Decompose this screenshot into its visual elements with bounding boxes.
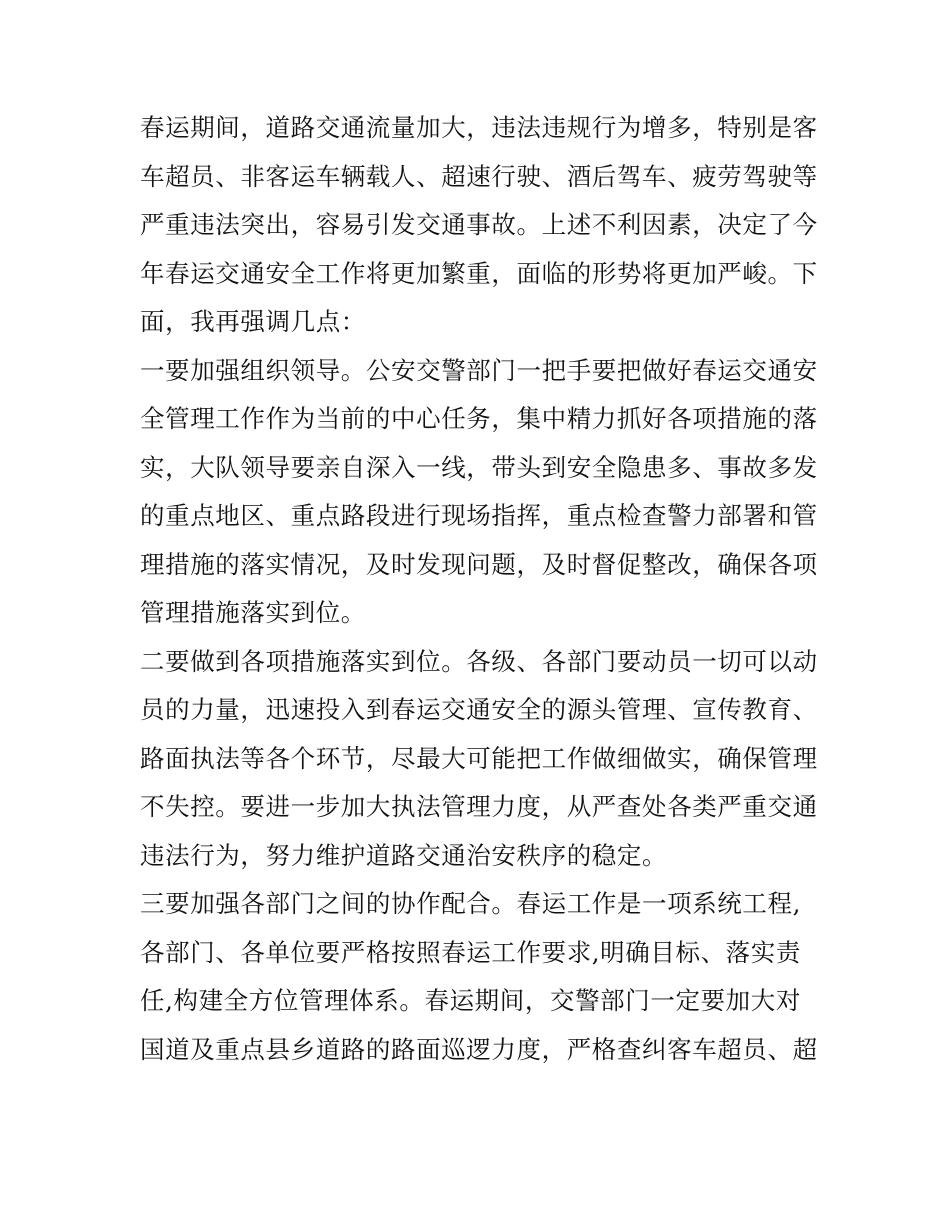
text-line: 年春运交通安全工作将更加繁重，面临的形势将更加严峻。下	[140, 258, 818, 288]
text-line: 面，我再强调几点：	[140, 307, 366, 336]
text-line: 路面执法等各个环节，尽最大可能把工作做细做实，确保管理	[140, 743, 818, 773]
text-line: 的重点地区、重点路段进行现场指挥，重点检查警力部署和管	[140, 501, 818, 530]
text-line: 管理措施落实到位。	[140, 598, 366, 627]
text-line: 实，大队领导要亲自深入一线，带头到安全隐患多、事故多发	[140, 452, 818, 482]
text-line: 国道及重点县乡道路的路面巡逻力度，严格查纠客车超员、超	[140, 1034, 818, 1064]
text-line: 全管理工作作为当前的中心任务，集中精力抓好各项措施的落	[140, 404, 818, 433]
text-line: 违法行为，努力维护道路交通治安秩序的稳定。	[140, 840, 668, 870]
text-line: 二要做到各项措施落实到位。各级、各部门要动员一切可以动	[140, 646, 818, 676]
text-line: 车超员、非客运车辆载人、超速行驶、酒后驾车、疲劳驾驶等	[140, 161, 818, 191]
text-line: 各部门、各单位要严格按照春运工作要求,明确目标、落实责	[140, 937, 801, 967]
text-line: 理措施的落实情况，及时发现问题，及时督促整改，确保各项	[140, 549, 818, 579]
text-line: 任,构建全方位管理体系。春运期间，交警部门一定要加大对	[140, 986, 801, 1015]
text-line: 员的力量，迅速投入到春运交通安全的源头管理、宣传教育、	[140, 695, 818, 724]
text-line: 不失控。要进一步加大执法管理力度，从严查处各类严重交通	[140, 792, 818, 821]
body-text	[140, 104, 820, 1074]
text-line: 三要加强各部门之间的协作配合。春运工作是一项系统工程,	[140, 889, 801, 918]
text-line: 严重违法突出，容易引发交通事故。上述不利因素，决定了今	[140, 210, 818, 239]
text-line: 一要加强组织领导。公安交警部门一把手要把做好春运交通安	[140, 355, 818, 385]
text-line: 春运期间，道路交通流量加大，违法违规行为增多，特别是客	[140, 113, 818, 142]
